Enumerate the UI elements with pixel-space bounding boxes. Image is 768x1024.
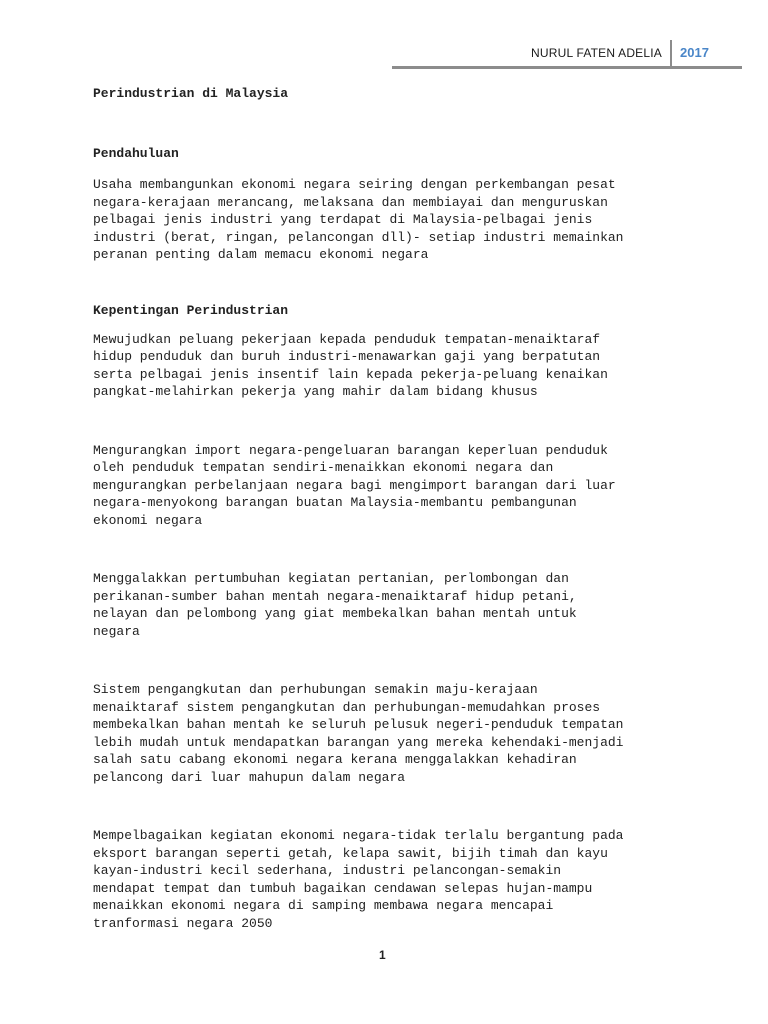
paragraph: Mengurangkan import negara-pengeluaran barangan keperluan penduduk oleh penduduk tempatan sendiri-menaikkan ekonomi negara dan mengurangkan perbelanjaan negara bagi mengimport barangan dari luar negara-menyokong barangan buatan Malaysia-membantu pembangunan ekonomi negara xyxy=(93,442,616,528)
header-author: NURUL FATEN ADELIA xyxy=(531,46,662,60)
paragraph: Menggalakkan pertumbuhan kegiatan pertanian, perlombongan dan perikanan-sumber bahan mentah negara-menaiktaraf hidup petani, nelayan dan pelombong yang giat membekalkan bahan mentah untuk negara xyxy=(93,571,577,639)
section-heading-kepentingan: Kepentingan Perindustrian xyxy=(93,302,289,318)
page-header xyxy=(0,38,768,70)
header-divider xyxy=(670,40,672,66)
header-year: 2017 xyxy=(680,45,709,60)
header-rule xyxy=(392,66,742,69)
page-number: 1 xyxy=(379,948,386,962)
document-body xyxy=(93,84,693,932)
paragraph: Sistem pengangkutan dan perhubungan semakin maju-kerajaan menaiktaraf sistem pengangkutan dan perhubungan-memudahkan proses membekalkan bahan mentah ke seluruh pelusuk negeri-penduduk tempatan lebih mudah untuk mendapatkan barangan yang mereka kehendaki-menjadi salah satu cabang ekonomi negara kerana menggalakkan kehadiran pelancong dari luar mahupun dalam negara xyxy=(93,682,624,785)
section-heading-pendahuluan: Pendahuluan xyxy=(93,146,179,161)
paragraph: Mewujudkan peluang pekerjaan kepada penduduk tempatan-menaiktaraf hidup penduduk dan buruh industri-menawarkan gaji yang berpatutan serta pelbagai jenis insentif lain kepada pekerja-peluang kenaikan pangkat-melahirkan pekerja yang mahir dalam bidang khusus xyxy=(93,331,608,399)
paragraph: Mempelbagaikan kegiatan ekonomi negara-tidak terlalu bergantung pada eksport barangan seperti getah, kelapa sawit, bijih timah dan kayu kayan-industri kecil sederhana, industri pelancongan-semakin mendapat tempat dan tumbuh bagaikan cendawan selepas hujan-mampu menaikkan ekonomi negara di samping membawa negara mencapai tranformasi negara 2050 xyxy=(93,828,624,931)
paragraph: Usaha membangunkan ekonomi negara seiring dengan perkembangan pesat negara-kerajaan merancang, melaksana dan membiayai dan menguruskan pelbagai jenis industri yang terdapat di Malaysia-pelbagai jenis industri (berat, ringan, pelancongan dll)- setiap industri memainkan peranan penting dalam memacu ekonomi negara xyxy=(93,177,624,262)
document-title: Perindustrian di Malaysia xyxy=(93,86,289,101)
